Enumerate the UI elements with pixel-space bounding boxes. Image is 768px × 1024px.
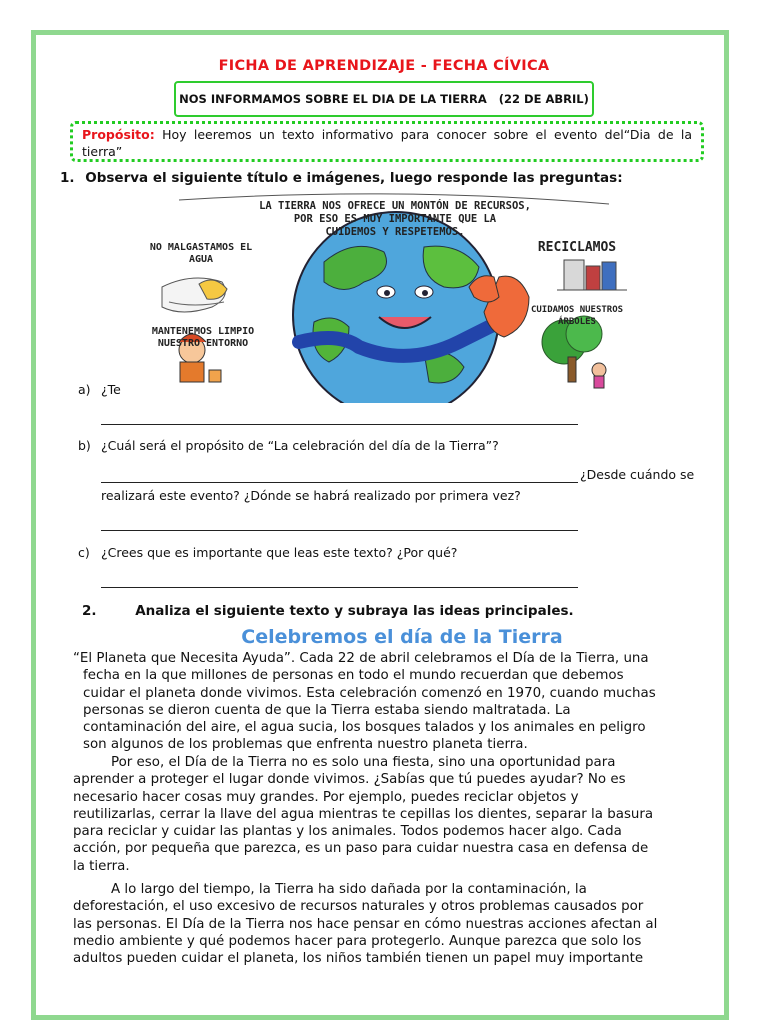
- caption-line: LA TIERRA NOS OFRECE UN MONTÓN DE RECURSOS,: [259, 200, 531, 212]
- paragraph-line: “El Planeta que Necesita Ayuda”. Cada 22 de abril celebramos el Día de la Tierra, una: [73, 651, 649, 666]
- article-paragraph-1: [73, 650, 656, 754]
- question-2-heading: [82, 603, 574, 619]
- question-1-heading: [60, 170, 623, 186]
- smiling-earth-icon: [293, 212, 529, 403]
- paragraph-line: Por eso, el Día de la Tierra no es solo una fiesta, sino una oportunidad para: [111, 755, 616, 770]
- paragraph-line: aprender a proteger el lugar donde vivimos. ¿Sabías que tú puedes ayudar? No es: [73, 772, 626, 788]
- label-water: NO MALGASTAMOS EL AGUA: [149, 242, 253, 265]
- question-2-number: 2.: [82, 603, 97, 619]
- purpose-text: Hoy leeremos un texto informativo para conocer sobre el evento del“Dia de la tierra”: [82, 127, 692, 159]
- paragraph-line: contaminación del aire, el agua sucia, los bosques talados y los animales en peligro: [83, 720, 646, 736]
- purpose-label: Propósito:: [82, 127, 155, 142]
- answer-line-b1[interactable]: [101, 482, 578, 483]
- question-a-letter: a): [78, 382, 91, 397]
- paragraph-line: medio ambiente y qué podemos hacer para protegerlo. Aunque parezca que solo los: [73, 933, 642, 949]
- question-1-text: Observa el siguiente título e imágenes, luego responde las preguntas:: [85, 170, 623, 186]
- article-title: Celebremos el día de la Tierra: [241, 626, 563, 648]
- paragraph-line: personas se dieron cuenta de que la Tierra estaba siendo maltratada. La: [83, 702, 571, 718]
- label-clean: MANTENEMOS LIMPIO NUESTRO ENTORNO: [151, 326, 255, 349]
- paragraph-line: necesario hacer cosas muy grandes. Por ejemplo, puedes reciclar objetos y: [73, 789, 579, 805]
- answer-line-b2[interactable]: [101, 530, 578, 531]
- paragraph-line: adultos pueden cuidar el planeta, los niños también tienen un papel muy importante: [73, 951, 644, 967]
- water-tap-icon: [162, 278, 227, 312]
- question-2-text: Analiza el siguiente texto y subraya las ideas principales.: [135, 603, 574, 619]
- illustration-caption: [175, 200, 615, 239]
- paragraph-line: cuidar el planeta donde vivimos. Esta celebración comenzó en 1970, cuando muchas: [83, 685, 656, 701]
- question-b-text-3: realizará este evento? ¿Dónde se habrá realizado por primera vez?: [101, 488, 521, 503]
- subtitle-box: [174, 81, 594, 117]
- question-b-text: ¿Cuál será el propósito de “La celebración del día de la Tierra”?: [101, 438, 499, 453]
- paragraph-line: las personas. El Día de la Tierra nos hace pensar en cómo nuestras acciones afectan al: [73, 916, 658, 932]
- question-c-text: ¿Crees que es importante que leas este texto? ¿Por qué?: [101, 545, 458, 560]
- label-recycle: RECICLAMOS: [537, 240, 617, 255]
- paragraph-line: acción, por pequeña que parezca, es un paso para cuidar nuestra casa en defensa de: [73, 841, 649, 857]
- article-paragraph-3: [73, 881, 657, 967]
- question-a-text: ¿Te: [101, 382, 121, 397]
- answer-line-a[interactable]: [101, 424, 578, 425]
- paragraph-line: son algunos de los problemas que enfrenta nuestro planeta tierra.: [83, 737, 528, 753]
- question-b-letter: b): [78, 438, 91, 453]
- page-title: FICHA DE APRENDIZAJE - FECHA CÍVICA: [218, 58, 550, 74]
- article-paragraph-2: [73, 754, 653, 875]
- question-b-text-2: ¿Desde cuándo se: [580, 467, 695, 482]
- question-1-number: 1.: [60, 170, 75, 186]
- recycle-bins-icon: [557, 260, 627, 290]
- paragraph-line: A lo largo del tiempo, la Tierra ha sido dañada por la contaminación, la: [111, 882, 587, 897]
- paragraph-line: reutilizarlas, cerrar la llave del agua mientras te cepillas los dientes, separar la basura: [73, 806, 654, 822]
- purpose-box: [70, 121, 704, 162]
- paragraph-line: la tierra.: [73, 858, 130, 874]
- question-c-letter: c): [78, 545, 90, 560]
- paragraph-line: deforestación, el uso excesivo de recursos naturales y otros problemas causados por: [73, 899, 644, 915]
- subtitle-text: NOS INFORMAMOS SOBRE EL DIA DE LA TIERRA (22 DE ABRIL): [179, 92, 589, 106]
- caption-line: POR ESO ES MUY IMPORTANTE QUE LA: [293, 213, 497, 225]
- caption-line: CUIDEMOS Y RESPETEMOS.: [325, 226, 465, 238]
- paragraph-line: fecha en la que millones de personas en todo el mundo recuerdan que debemos: [83, 668, 624, 684]
- label-trees: CUIDAMOS NUESTROS ÁRBOLES: [530, 305, 624, 327]
- answer-line-c[interactable]: [101, 587, 578, 588]
- paragraph-line: para reciclar y cuidar las plantas y los animales. Todos podemos hacer algo. Cada: [73, 824, 622, 840]
